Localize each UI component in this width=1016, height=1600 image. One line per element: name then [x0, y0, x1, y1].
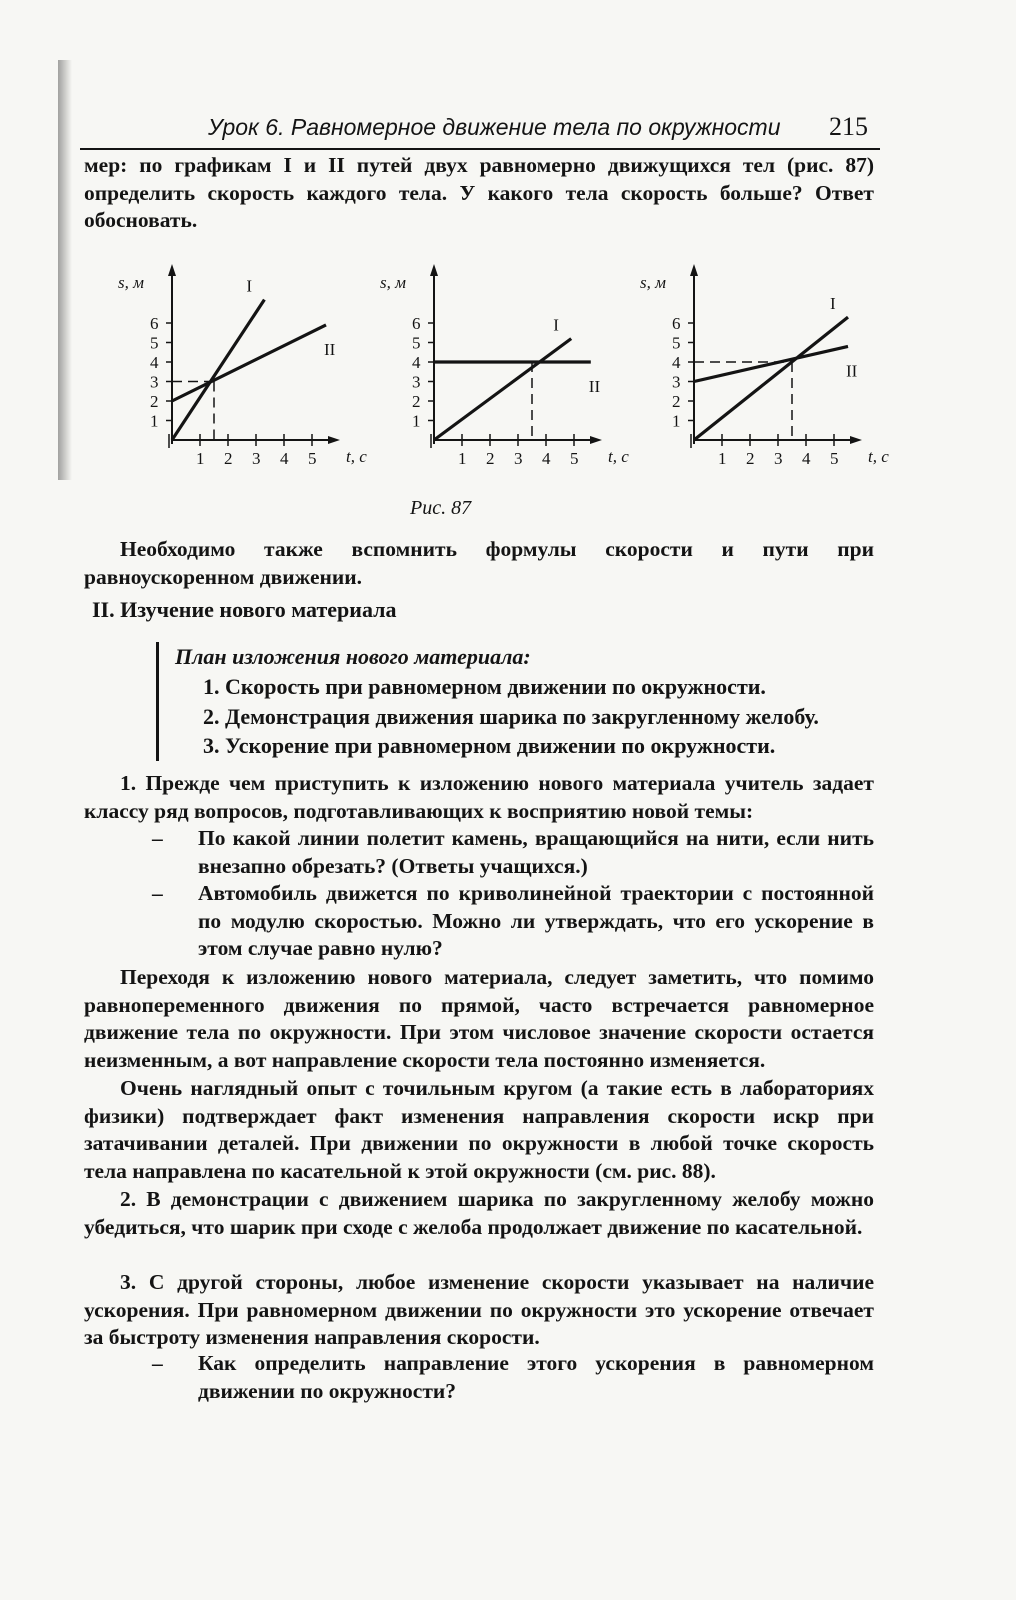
y-tick-label: 4 — [412, 353, 421, 372]
x-tick-label: 5 — [308, 449, 317, 468]
plan-box — [156, 642, 875, 761]
y-tick-label: 1 — [412, 411, 421, 431]
series-line-II — [694, 346, 848, 381]
x-tick-label: 3 — [514, 449, 523, 468]
x-axis-arrow — [850, 436, 862, 444]
graph-1 — [100, 258, 367, 488]
plan-title: План изложения нового материала: — [175, 644, 531, 669]
x-tick-label: 3 — [252, 449, 261, 468]
intro-paragraph: мер: по графикам I и II путей двух равномерно движущихся тел (рис. 87) определить скорость каждого тела. У какого тела скорость больше? Ответ обосновать. — [84, 153, 874, 232]
x-tick-label: 1 — [196, 449, 205, 468]
dash-marker: – — [152, 1351, 163, 1375]
y-tick-label: 5 — [672, 333, 681, 353]
series-line-II — [172, 325, 326, 401]
page-edge-shadow — [58, 60, 72, 480]
x-axis-label: t, c — [346, 447, 367, 466]
page-number: 215 — [829, 112, 868, 141]
question-text: По какой линии полетит камень, вращающийся на нити, если нить внезапно обрезать? (Ответы учащихся.) — [198, 826, 874, 878]
x-tick-label: 4 — [802, 449, 811, 468]
final-question-item — [84, 1350, 874, 1405]
graph-1-svg — [100, 258, 367, 488]
question-text: Автомобиль движется по криволинейной траектории с постоянной по модулю скоростью. Можно ли утверждать, что его ускорение в этом случае равно нулю? — [198, 881, 874, 960]
y-tick-label: 1 — [672, 411, 681, 431]
question-item — [84, 880, 874, 963]
x-tick-label: 4 — [280, 449, 289, 468]
y-tick-label: 1 — [150, 411, 159, 431]
y-tick-label: 2 — [412, 392, 421, 411]
x-axis-label: t, c — [868, 447, 889, 466]
y-tick-label: 6 — [672, 314, 681, 333]
series-label-II: II — [324, 339, 336, 359]
series-label-I: I — [830, 294, 836, 314]
running-title: Урок 6. Равномерное движение тела по окружности — [208, 114, 781, 140]
y-axis-label: s, м — [380, 273, 406, 292]
paragraph-3: Очень наглядный опыт с точильным кругом (а такие есть в лабораториях физики) подтверждает факт изменения направления скорости искр при затачивании деталей. При движении по окружности в любой точке скорость тела направлена по касательной к этой окружности (см. рис. 88). — [84, 1076, 874, 1183]
series-label-II: II — [846, 361, 858, 381]
y-tick-label: 4 — [672, 353, 681, 372]
dash-marker: – — [152, 881, 163, 905]
y-tick-label: 3 — [150, 372, 159, 392]
figure-87 — [100, 258, 889, 488]
x-axis-label: t, c — [608, 447, 629, 466]
plan-item: 3. Ускорение при равномерном движении по окружности. — [203, 733, 776, 758]
x-tick-label: 5 — [570, 449, 579, 468]
y-axis-arrow — [430, 264, 438, 276]
series-label-I: I — [246, 276, 253, 296]
question-item — [84, 825, 874, 880]
x-tick-label: 4 — [542, 449, 551, 468]
plan-item: 2. Демонстрация движения шарика по закругленному желобу. — [203, 703, 819, 729]
series-label-II: II — [588, 377, 601, 396]
series-line-I — [172, 300, 264, 440]
y-tick-label: 6 — [412, 314, 421, 333]
paragraph-1: 1. Прежде чем приступить к изложению нового материала учитель задает классу ряд вопросов, подготавливающих к восприятию новой темы: — [84, 771, 874, 823]
x-tick-label: 2 — [486, 449, 495, 468]
x-axis-arrow — [590, 436, 602, 444]
paragraph-2: Переходя к изложению нового материала, следует заметить, что помимо равнопеременного движения по прямой, часто встречается равномерное движение тела по окружности. При этом числовое значение скорости остается неизменным, а вот направление скорости тела постоянно изменяется. — [84, 965, 874, 1072]
y-axis-label: s, м — [118, 273, 144, 292]
figure-caption: Рис. 87 — [410, 497, 472, 519]
y-tick-label: 2 — [150, 392, 159, 411]
y-tick-label: 4 — [150, 353, 159, 372]
series-line-I — [434, 339, 571, 440]
y-tick-label: 6 — [150, 314, 159, 333]
x-tick-label: 3 — [774, 449, 783, 468]
graph-2-svg — [362, 258, 629, 488]
paragraph-4: 2. В демонстрации с движением шарика по закругленному желобу можно убедиться, что шарик при сходе с желоба продолжает движение по касательной. — [84, 1187, 874, 1239]
y-tick-label: 2 — [672, 392, 681, 411]
paragraph-5: 3. С другой стороны, любое изменение скорости указывает на наличие ускорения. При равномерном движении по окружности это ускорение отвечает за быстроту изменения направления скорости. — [84, 1270, 874, 1349]
x-tick-label: 2 — [746, 449, 755, 468]
section-title: II. Изучение нового материала — [92, 597, 397, 622]
dash-marker: – — [152, 826, 163, 850]
y-axis-arrow — [168, 264, 176, 276]
graph-2 — [362, 258, 629, 488]
y-axis-arrow — [690, 264, 698, 276]
final-question-text: Как определить направление этого ускорения в равномерном движении по окружности? — [198, 1351, 874, 1403]
x-tick-label: 5 — [830, 449, 839, 468]
plan-list — [175, 672, 875, 761]
y-tick-label: 3 — [672, 372, 681, 392]
y-tick-label: 5 — [412, 333, 421, 353]
y-tick-label: 3 — [412, 372, 421, 392]
page-header — [80, 112, 880, 150]
x-axis-arrow — [328, 436, 340, 444]
x-tick-label: 2 — [224, 449, 233, 468]
graph-3-svg — [622, 258, 889, 488]
x-tick-label: 1 — [458, 449, 467, 468]
series-line-I — [694, 317, 848, 440]
series-label-I: I — [553, 315, 559, 335]
plan-item: 1. Скорость при равномерном движении по окружности. — [203, 674, 766, 699]
y-tick-label: 5 — [150, 333, 159, 353]
y-axis-label: s, м — [640, 273, 666, 292]
graph-3 — [622, 258, 889, 488]
recall-paragraph: Необходимо также вспомнить формулы скорости и пути при равноускоренном движении. — [84, 537, 874, 589]
x-tick-label: 1 — [718, 449, 727, 468]
